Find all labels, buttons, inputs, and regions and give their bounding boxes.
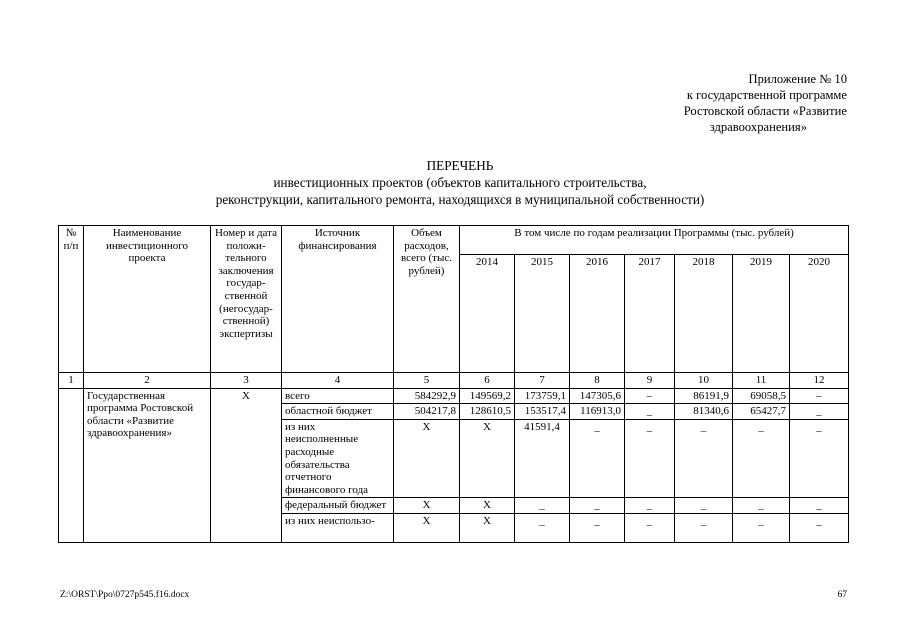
row-volume: 504217,8 — [394, 404, 460, 420]
row-value: _ — [790, 419, 849, 498]
row-value: _ — [790, 513, 849, 542]
column-number: 9 — [625, 373, 675, 389]
row-num-cell — [59, 388, 84, 542]
row-value: _ — [625, 498, 675, 514]
row-value: 116913,0 — [570, 404, 625, 420]
column-number-row — [59, 373, 849, 389]
row-source: из них неисполненные расходные обязательства отчетного финансового года — [282, 419, 394, 498]
header-year: 2017 — [625, 255, 675, 373]
appendix-line-3: Ростовской области «Развитие — [683, 104, 847, 118]
footer-file-path: Z:\ORST\Ppo\0727p545.f16.docx — [60, 590, 190, 600]
row-value: 153517,4 — [515, 404, 570, 420]
row-source: всего — [282, 388, 394, 404]
row-value: _ — [733, 419, 790, 498]
header-year: 2018 — [675, 255, 733, 373]
column-number: 1 — [59, 373, 84, 389]
row-value: _ — [515, 513, 570, 542]
appendix-line-4: здравоохранения» — [709, 120, 807, 134]
document-heading — [120, 157, 800, 208]
header-num: № п/п — [59, 226, 84, 373]
row-value: _ — [733, 513, 790, 542]
row-value: 173759,1 — [515, 388, 570, 404]
project-name: Государственная программа Ростовской области «Развитие здравоохранения» — [84, 388, 211, 542]
header-years-group: В том числе по годам реализации Программы (тыс. рублей) — [460, 226, 849, 255]
row-value: Х — [460, 513, 515, 542]
row-volume: Х — [394, 498, 460, 514]
column-number: 8 — [570, 373, 625, 389]
row-value: – — [790, 388, 849, 404]
row-value: _ — [790, 404, 849, 420]
appendix-line-2: к государственной программе — [686, 88, 847, 102]
row-source: областной бюджет — [282, 404, 394, 420]
row-value: _ — [675, 513, 733, 542]
row-value: 147305,6 — [570, 388, 625, 404]
header-year: 2019 — [733, 255, 790, 373]
investment-projects-table — [58, 225, 849, 543]
header-source: Источник финансирования — [282, 226, 394, 373]
row-value: _ — [675, 498, 733, 514]
appendix-line-1: Приложение № 10 — [748, 72, 847, 86]
row-value: Х — [460, 498, 515, 514]
row-value: _ — [625, 513, 675, 542]
row-value: 65427,7 — [733, 404, 790, 420]
document-title: ПЕРЕЧЕНЬ — [426, 158, 494, 173]
row-value: 86191,9 — [675, 388, 733, 404]
header-year: 2015 — [515, 255, 570, 373]
row-value: 69058,5 — [733, 388, 790, 404]
header-name: Наименование инвестиционного проекта — [84, 226, 211, 373]
table-header-row — [59, 226, 849, 255]
row-volume: Х — [394, 419, 460, 498]
row-value: _ — [625, 419, 675, 498]
row-value: _ — [675, 419, 733, 498]
row-value: _ — [515, 498, 570, 514]
table-row — [59, 388, 849, 404]
row-value: _ — [625, 404, 675, 420]
row-value: _ — [570, 419, 625, 498]
row-source: из них неиспользо- — [282, 513, 394, 542]
header-year: 2014 — [460, 255, 515, 373]
column-number: 11 — [733, 373, 790, 389]
row-value: _ — [570, 513, 625, 542]
header-year: 2020 — [790, 255, 849, 373]
column-number: 6 — [460, 373, 515, 389]
appendix-note — [547, 71, 847, 135]
row-value: – — [625, 388, 675, 404]
row-value: 149569,2 — [460, 388, 515, 404]
column-number: 3 — [211, 373, 282, 389]
column-number: 10 — [675, 373, 733, 389]
document-subtitle-1: инвестиционных проектов (объектов капитального строительства, — [273, 175, 647, 190]
footer-page-number: 67 — [837, 590, 847, 600]
row-value: Х — [460, 419, 515, 498]
column-number: 12 — [790, 373, 849, 389]
row-value: _ — [570, 498, 625, 514]
row-volume: Х — [394, 513, 460, 542]
header-expertise: Номер и дата положи-тельного заключения государ-ственной (негосудар-ственной) экспертизы — [211, 226, 282, 373]
project-expertise: Х — [211, 388, 282, 542]
document-subtitle-2: реконструкции, капитального ремонта, находящихся в муниципальной собственности) — [215, 192, 705, 207]
row-value: 81340,6 — [675, 404, 733, 420]
row-source: федеральный бюджет — [282, 498, 394, 514]
row-value: 128610,5 — [460, 404, 515, 420]
row-volume: 584292,9 — [394, 388, 460, 404]
column-number: 4 — [282, 373, 394, 389]
column-number: 5 — [394, 373, 460, 389]
header-volume: Объем расходов, всего (тыс. рублей) — [394, 226, 460, 373]
column-number: 7 — [515, 373, 570, 389]
header-year: 2016 — [570, 255, 625, 373]
column-number: 2 — [84, 373, 211, 389]
row-value: _ — [733, 498, 790, 514]
row-value: 41591,4 — [515, 419, 570, 498]
row-value: _ — [790, 498, 849, 514]
